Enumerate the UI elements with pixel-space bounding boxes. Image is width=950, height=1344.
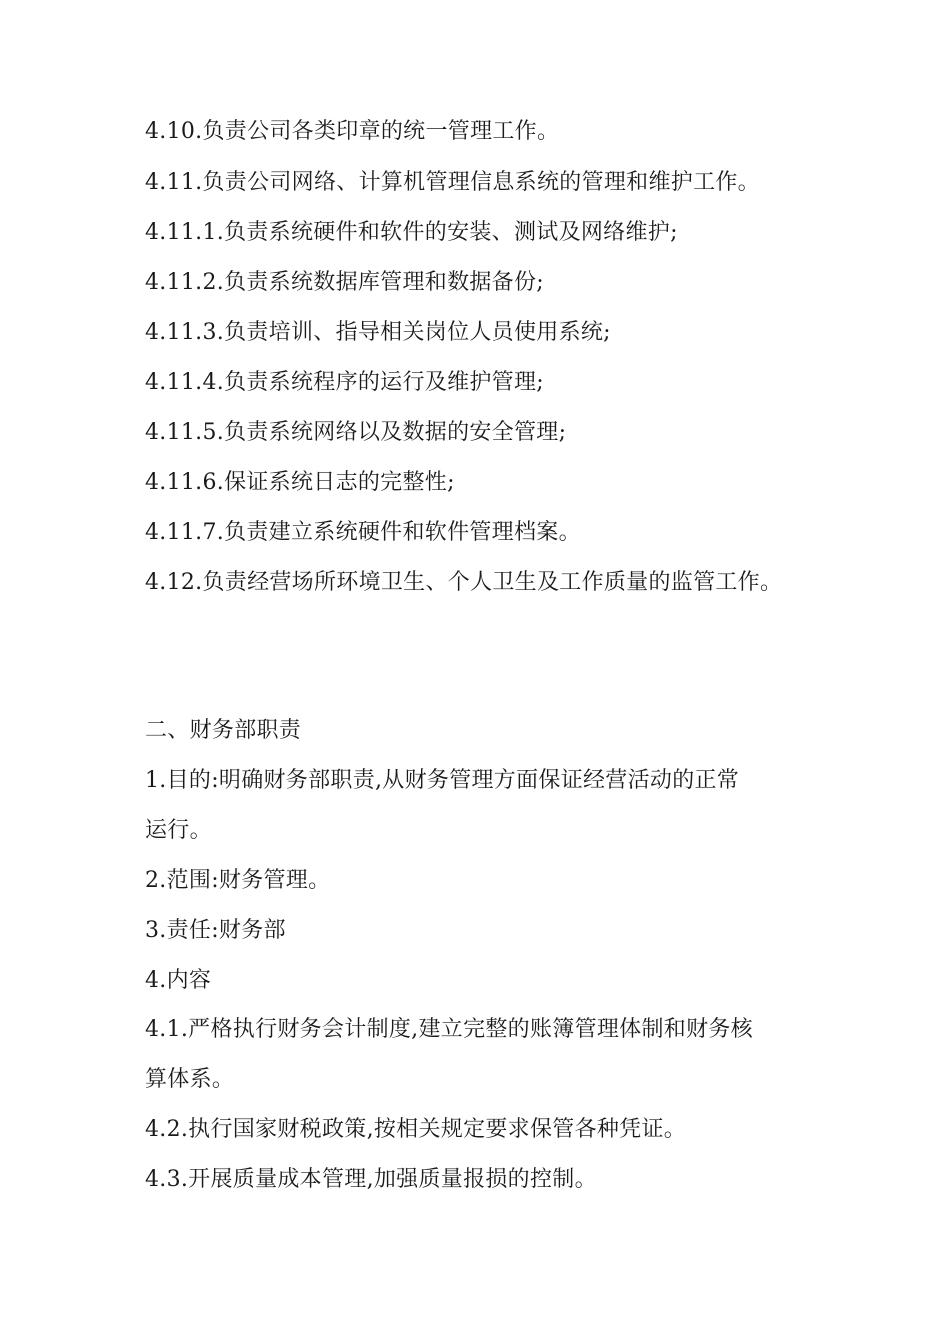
scope-line: 2.范围:财务管理。 xyxy=(145,868,331,893)
item-4-11: 4.11.负责公司网络、计算机管理信息系统的管理和维护工作。 xyxy=(145,170,760,195)
item-4-11-7: 4.11.7.负责建立系统硬件和软件管理档案。 xyxy=(145,520,581,545)
section-two-heading: 二、财务部职责 xyxy=(145,718,302,743)
content-heading: 4.内容 xyxy=(145,968,212,993)
item-4-11-1: 4.11.1.负责系统硬件和软件的安装、测试及网络维护; xyxy=(145,220,678,245)
item-4-11-6: 4.11.6.保证系统日志的完整性; xyxy=(145,470,455,495)
item-4-1-line-2: 算体系。 xyxy=(145,1067,235,1092)
item-4-11-5: 4.11.5.负责系统网络以及数据的安全管理; xyxy=(145,420,567,445)
item-4-11-2: 4.11.2.负责系统数据库管理和数据备份; xyxy=(145,270,544,295)
purpose-line-2: 运行。 xyxy=(145,818,212,843)
item-4-12: 4.12.负责经营场所环境卫生、个人卫生及工作质量的监管工作。 xyxy=(145,570,783,595)
responsibility-line: 3.责任:财务部 xyxy=(145,918,286,943)
item-4-11-4: 4.11.4.负责系统程序的运行及维护管理; xyxy=(145,370,544,395)
purpose-line-1: 1.目的:明确财务部职责,从财务管理方面保证经营活动的正常 xyxy=(145,768,740,793)
item-4-3: 4.3.开展质量成本管理,加强质量报损的控制。 xyxy=(145,1167,597,1192)
item-4-10: 4.10.负责公司各类印章的统一管理工作。 xyxy=(145,119,560,144)
item-4-2: 4.2.执行国家财税政策,按相关规定要求保管各种凭证。 xyxy=(145,1117,687,1142)
item-4-1-line-1: 4.1.严格执行财务会计制度,建立完整的账簿管理体制和财务核 xyxy=(145,1017,753,1042)
item-4-11-3: 4.11.3.负责培训、指导相关岗位人员使用系统; xyxy=(145,320,611,345)
